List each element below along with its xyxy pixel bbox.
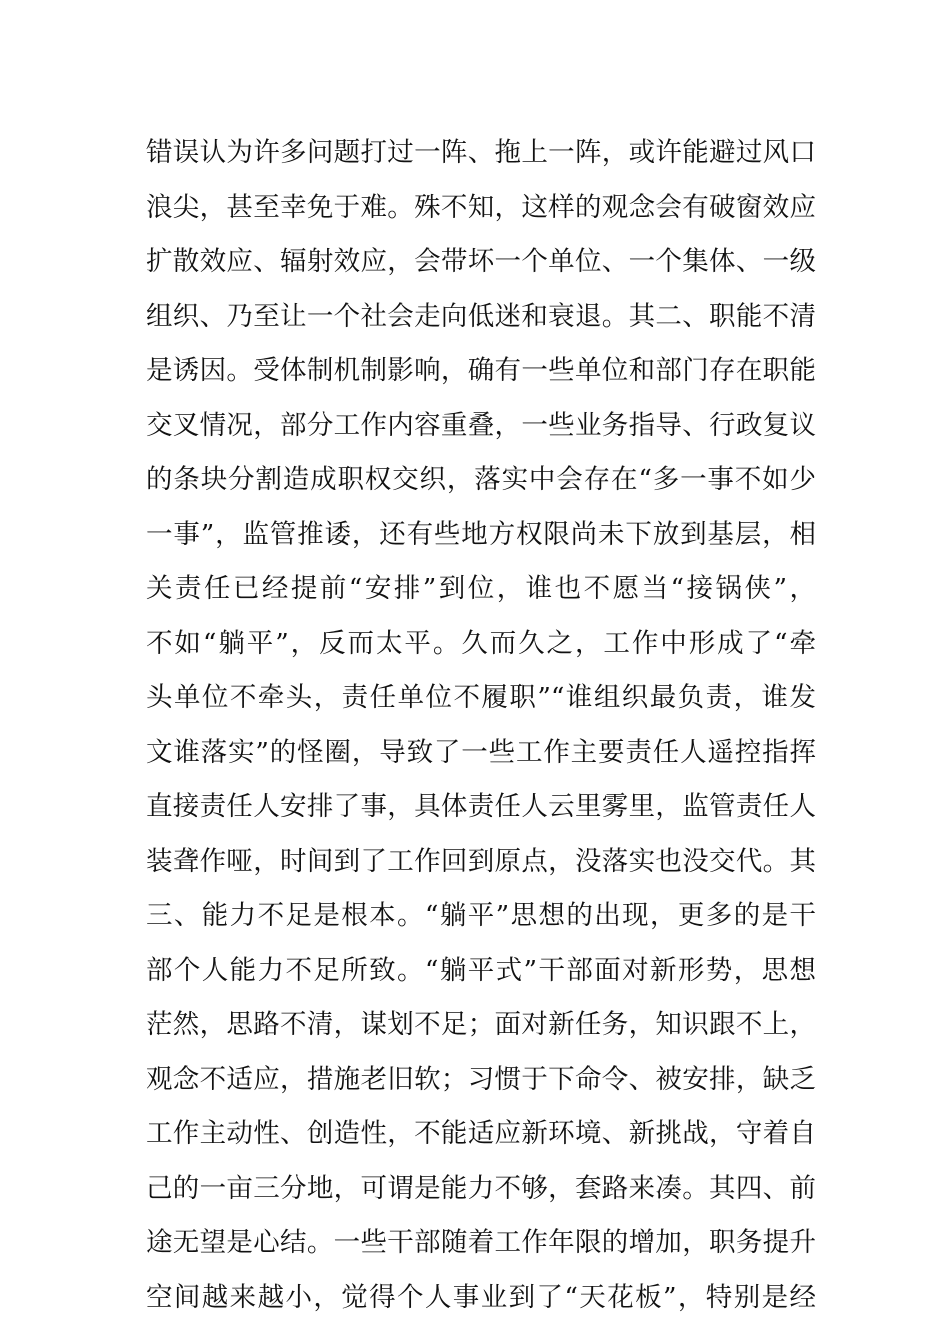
text-line: 浪尖，甚至幸免于难。殊不知，这样的观念会有破窗效应: [146, 191, 816, 223]
text-line: 关责任已经提前“安排”到位，谁也不愿当“接锅侠”，: [146, 573, 816, 604]
text-line: 是诱因。受体制机制影响，确有一些单位和部门存在职能: [146, 355, 816, 386]
text-line: 途无望是心结。一些干部随着工作年限的增加，职务提升: [146, 1227, 816, 1258]
text-line: 直接责任人安排了事，具体责任人云里雾里，监管责任人: [146, 791, 816, 822]
text-line: 错误认为许多问题打过一阵、拖上一阵，或许能避过风口: [146, 137, 816, 168]
text-line: 工作主动性、创造性，不能适应新环境、新挑战，守着自: [146, 1118, 816, 1149]
text-line: 不如“躺平”，反而太平。久而久之，工作中形成了“牵: [146, 627, 816, 659]
text-line: 交叉情况，部分工作内容重叠，一些业务指导、行政复议: [146, 409, 816, 441]
body-text: [146, 126, 816, 1325]
text-line: 三、能力不足是根本。“躺平”思想的出现，更多的是干: [146, 900, 816, 931]
text-line: 观念不适应，措施老旧软；习惯于下命令、被安排，缺乏: [146, 1063, 816, 1095]
text-line: 装聋作哑，时间到了工作回到原点，没落实也没交代。其: [146, 845, 816, 877]
text-line: 己的一亩三分地，可谓是能力不够，套路来凑。其四、前: [146, 1172, 816, 1204]
text-line: 部个人能力不足所致。“躺平式”干部面对新形势，思想: [146, 954, 816, 986]
text-line: 一事”，监管推诿，还有些地方权限尚未下放到基层，相: [146, 518, 816, 550]
text-line: 文谁落实”的怪圈，导致了一些工作主要责任人遥控指挥: [146, 736, 816, 768]
text-line: 扩散效应、辐射效应，会带坏一个单位、一个集体、一级: [146, 246, 816, 277]
text-line: 的条块分割造成职权交织，落实中会存在“多一事不如少: [146, 464, 816, 495]
text-line: 头单位不牵头，责任单位不履职”“谁组织最负责，谁发: [146, 682, 816, 713]
text-line: 茫然，思路不清，谋划不足；面对新任务，知识跟不上，: [146, 1009, 816, 1040]
text-line: 组织、乃至让一个社会走向低迷和衰退。其二、职能不清: [146, 300, 816, 332]
text-line: 空间越来越小，觉得个人事业到了“天花板”，特别是经: [146, 1281, 816, 1313]
